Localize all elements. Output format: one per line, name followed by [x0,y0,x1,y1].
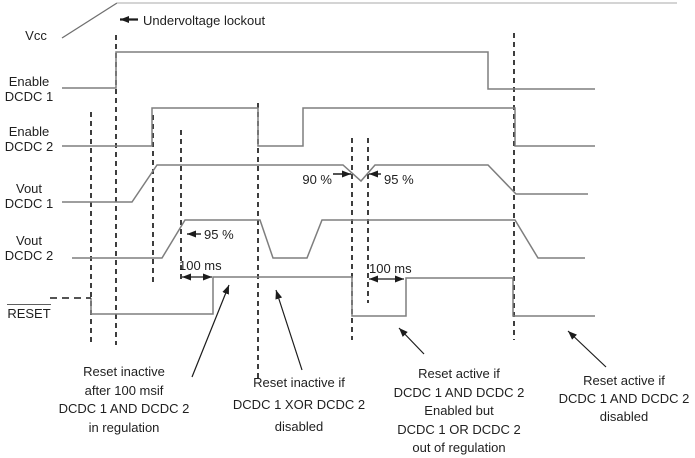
annotation-line: DCDC 1 XOR DCDC 2 [232,397,366,412]
signal-label-enable-dcdc2 [0,124,58,154]
signal-label-line: Vout [15,233,43,248]
signal-label-line: DCDC 1 [4,196,54,211]
ms100-left-label: 100 ms [179,258,222,273]
annotation-reset-inactive-xor [223,372,375,438]
leader-a2 [276,290,302,370]
annotation-line: Reset inactive if [253,375,345,390]
signal-label-vout-dcdc1 [0,181,58,211]
signal-label-line: DCDC 2 [4,248,54,263]
waveform-reset [91,277,595,316]
annotation-line: Reset inactive [83,364,165,379]
annotation-line: disabled [274,419,324,434]
leader-a3 [399,328,424,354]
signal-label-enable-dcdc1 [0,74,58,104]
annotation-line: DCDC 1 OR DCDC 2 [397,421,521,437]
leader-a4 [568,331,606,367]
annotation-line: out of regulation [412,440,506,456]
annotation-reset-active-disabled [549,372,695,426]
ms100-right-label: 100 ms [369,261,412,276]
signal-label-line: Enable [8,74,50,89]
arrows-layer [120,20,606,378]
signal-label-reset [0,304,58,321]
annotation-line: in regulation [88,419,160,435]
reset-overbar-label: RESET [7,306,51,321]
signal-label-vout-dcdc2 [0,233,58,263]
pct90-label: 90 % [302,172,332,187]
annotation-line: DCDC 1 AND DCDC 2 [393,384,525,400]
event-lines-layer [91,33,514,378]
signal-label-line: DCDC 1 [4,89,54,104]
annotation-reset-active-out-of-regulation [383,365,535,458]
annotation-line: Reset active if [418,366,500,381]
waveform-vcc-ramp [62,3,117,38]
annotation-line: Enabled but [424,403,494,419]
waveform-vout-dcdc2 [72,220,585,258]
annotation-line: DCDC 1 AND DCDC 2 [558,391,690,406]
annotation-line: DCDC 1 AND DCDC 2 [58,401,190,416]
pct95-vout2-label: 95 % [204,227,234,242]
pct95-vout1-label: 95 % [384,172,414,187]
annotation-line: disabled [599,409,649,424]
waveforms-layer [50,3,677,316]
signal-label-line: Vcc [25,28,47,43]
signal-label-line: Vout [15,181,43,196]
annotation-line: after 100 msif [84,382,164,398]
waveform-enable-dcdc1 [62,52,595,89]
annotation-line: Reset active if [583,373,665,388]
waveform-enable-dcdc2 [62,108,595,146]
undervoltage-lockout-label: Undervoltage lockout [143,13,266,28]
signal-label-line: DCDC 2 [4,139,54,154]
annotation-reset-inactive-100ms [48,363,200,437]
signal-label-line: Enable [8,124,50,139]
signal-label-vcc [7,28,65,43]
